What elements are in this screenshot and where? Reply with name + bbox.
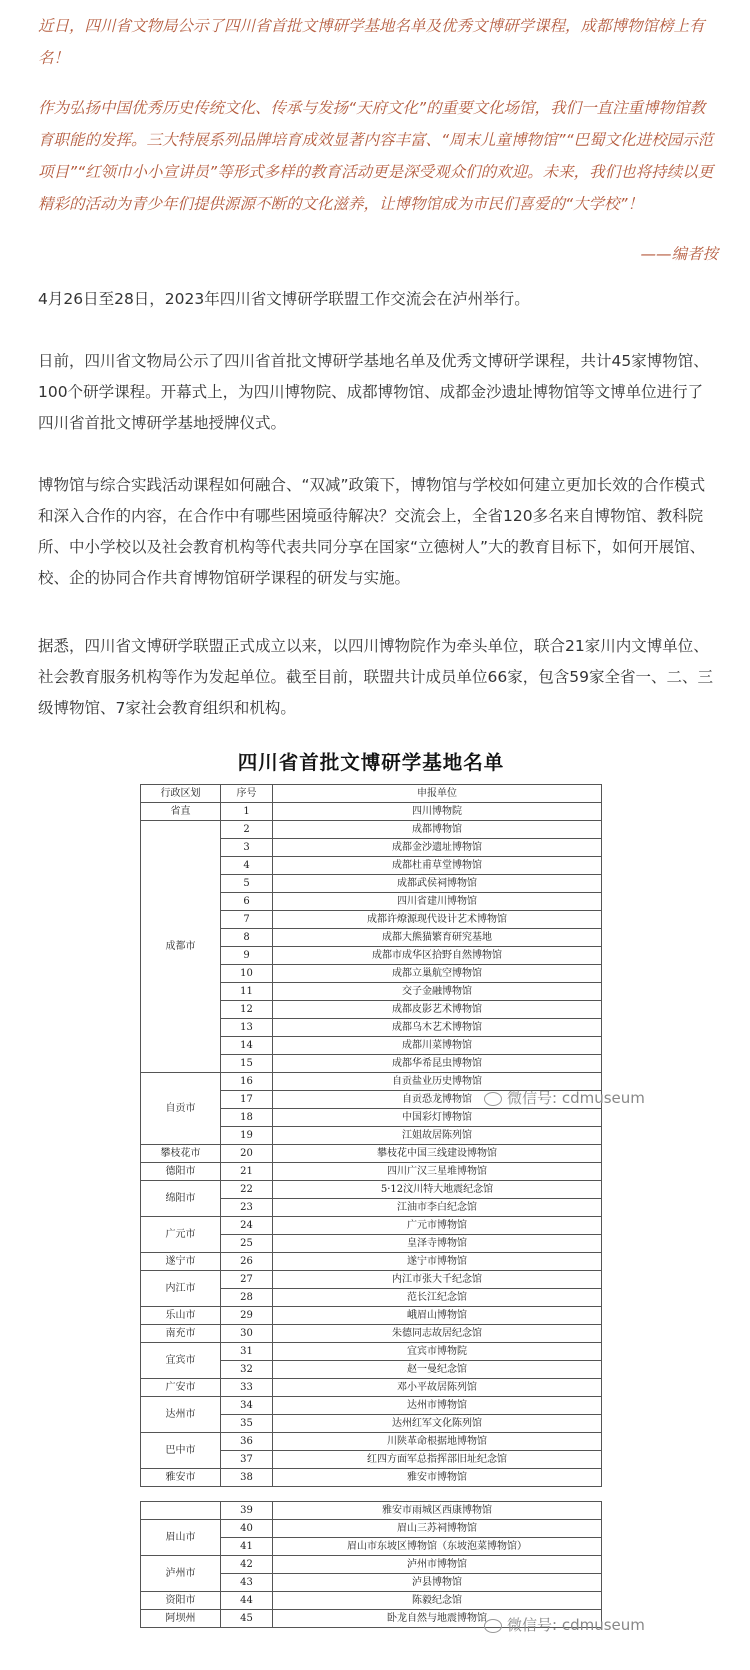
table-row bbox=[141, 1181, 602, 1199]
museum-list-table-1 bbox=[140, 784, 602, 1487]
number-cell: 28 bbox=[221, 1289, 273, 1307]
number-cell: 14 bbox=[221, 1037, 273, 1055]
unit-cell: 交子金融博物馆 bbox=[273, 983, 602, 1001]
region-cell: 阿坝州 bbox=[141, 1610, 221, 1628]
number-cell: 17 bbox=[221, 1091, 273, 1109]
watermark: 微信号: cdmuseum bbox=[484, 1087, 645, 1108]
table-row bbox=[141, 1325, 602, 1343]
table-title: 四川省首批文博研学基地名单 bbox=[237, 751, 505, 774]
editor-note-para-2: 作为弘扬中国优秀历史传统文化、传承与发扬“天府文化”的重要文化场馆，我们一直注重博物馆教育职能的发挥。三大特展系列品牌培育成效显著内容丰富、“周末儿童博物馆”“巴蜀文化进校园示范项目”“红领巾小小宣讲员”等形式多样的教育活动更是深受观众们的欢迎。未来，我们也将持续以更精彩的活动为青少年们提供源源不断的文化滋养，让博物馆成为市民们喜爱的“大学校”！ bbox=[38, 99, 714, 213]
number-cell: 39 bbox=[221, 1502, 273, 1520]
unit-cell: 自贡盐业历史博物馆 bbox=[273, 1073, 602, 1091]
unit-cell: 成都立巢航空博物馆 bbox=[273, 965, 602, 983]
number-cell: 23 bbox=[221, 1199, 273, 1217]
number-cell: 36 bbox=[221, 1433, 273, 1451]
table-row bbox=[141, 1217, 602, 1235]
number-cell: 27 bbox=[221, 1271, 273, 1289]
museum-list-table-2 bbox=[140, 1501, 602, 1628]
unit-cell: 雅安市雨城区西康博物馆 bbox=[273, 1502, 602, 1520]
number-cell: 6 bbox=[221, 893, 273, 911]
number-cell: 21 bbox=[221, 1163, 273, 1181]
unit-cell: 成都大熊猫繁育研究基地 bbox=[273, 929, 602, 947]
unit-cell: 5·12汶川特大地震纪念馆 bbox=[273, 1181, 602, 1199]
unit-cell: 内江市张大千纪念馆 bbox=[273, 1271, 602, 1289]
unit-cell: 广元市博物馆 bbox=[273, 1217, 602, 1235]
region-cell bbox=[141, 1502, 221, 1520]
unit-cell: 成都乌木艺术博物馆 bbox=[273, 1019, 602, 1037]
region-cell: 眉山市 bbox=[141, 1520, 221, 1556]
museum-list-image-1 bbox=[140, 748, 602, 1483]
unit-cell: 泸州市博物馆 bbox=[273, 1556, 602, 1574]
number-cell: 10 bbox=[221, 965, 273, 983]
table-row bbox=[141, 803, 602, 821]
table-row bbox=[141, 1592, 602, 1610]
number-cell: 30 bbox=[221, 1325, 273, 1343]
table-row bbox=[141, 1307, 602, 1325]
table-row bbox=[141, 1520, 602, 1538]
unit-cell: 达州市博物馆 bbox=[273, 1397, 602, 1415]
unit-cell: 红四方面军总指挥部旧址纪念馆 bbox=[273, 1451, 602, 1469]
region-cell: 遂宁市 bbox=[141, 1253, 221, 1271]
number-cell: 3 bbox=[221, 839, 273, 857]
unit-cell: 达州红军文化陈列馆 bbox=[273, 1415, 602, 1433]
unit-cell: 遂宁市博物馆 bbox=[273, 1253, 602, 1271]
region-cell: 绵阳市 bbox=[141, 1181, 221, 1217]
unit-cell: 峨眉山博物馆 bbox=[273, 1307, 602, 1325]
number-cell: 8 bbox=[221, 929, 273, 947]
table-row bbox=[141, 1556, 602, 1574]
region-cell: 巴中市 bbox=[141, 1433, 221, 1469]
region-cell: 宜宾市 bbox=[141, 1343, 221, 1379]
number-cell: 43 bbox=[221, 1574, 273, 1592]
number-cell: 19 bbox=[221, 1127, 273, 1145]
number-cell: 4 bbox=[221, 857, 273, 875]
unit-cell: 四川省建川博物馆 bbox=[273, 893, 602, 911]
number-cell: 24 bbox=[221, 1217, 273, 1235]
region-cell: 省直 bbox=[141, 803, 221, 821]
region-cell: 泸州市 bbox=[141, 1556, 221, 1592]
number-cell: 2 bbox=[221, 821, 273, 839]
unit-cell: 中国彩灯博物馆 bbox=[273, 1109, 602, 1127]
unit-cell: 自贡恐龙博物馆 bbox=[273, 1091, 602, 1109]
region-cell: 成都市 bbox=[141, 821, 221, 1073]
unit-cell: 川陕革命根据地博物馆 bbox=[273, 1433, 602, 1451]
unit-cell: 江油市李白纪念馆 bbox=[273, 1199, 602, 1217]
unit-cell: 成都杜甫草堂博物馆 bbox=[273, 857, 602, 875]
unit-cell: 宜宾市博物院 bbox=[273, 1343, 602, 1361]
unit-cell: 陈毅纪念馆 bbox=[273, 1592, 602, 1610]
number-cell: 29 bbox=[221, 1307, 273, 1325]
table-row bbox=[141, 1253, 602, 1271]
number-cell: 25 bbox=[221, 1235, 273, 1253]
unit-cell: 成都许燎源现代设计艺术博物馆 bbox=[273, 911, 602, 929]
number-cell: 12 bbox=[221, 1001, 273, 1019]
region-cell: 自贡市 bbox=[141, 1073, 221, 1145]
number-cell: 35 bbox=[221, 1415, 273, 1433]
header-unit: 申报单位 bbox=[273, 785, 602, 803]
table-row bbox=[141, 1379, 602, 1397]
number-cell: 38 bbox=[221, 1469, 273, 1487]
number-cell: 7 bbox=[221, 911, 273, 929]
region-cell: 广元市 bbox=[141, 1217, 221, 1253]
table-row bbox=[141, 1271, 602, 1289]
unit-cell: 成都皮影艺术博物馆 bbox=[273, 1001, 602, 1019]
editor-note bbox=[38, 10, 718, 270]
table-row bbox=[141, 1502, 602, 1520]
wechat-icon bbox=[484, 1092, 502, 1106]
region-cell: 广安市 bbox=[141, 1379, 221, 1397]
number-cell: 22 bbox=[221, 1181, 273, 1199]
number-cell: 33 bbox=[221, 1379, 273, 1397]
article-paragraph-1: 日前，四川省文物局公示了四川省首批文博研学基地名单及优秀文博研学课程，共计45家博物馆、100个研学课程。开幕式上，为四川博物院、成都博物馆、成都金沙遗址博物馆等文博单位进行了四川省首批文博研学基地授牌仪式。 bbox=[38, 352, 709, 432]
unit-cell: 眉山三苏祠博物馆 bbox=[273, 1520, 602, 1538]
number-cell: 1 bbox=[221, 803, 273, 821]
header-number: 序号 bbox=[221, 785, 273, 803]
unit-cell: 卧龙自然与地震博物馆 bbox=[273, 1610, 602, 1628]
header-region: 行政区划 bbox=[141, 785, 221, 803]
table-row bbox=[141, 821, 602, 839]
region-cell: 雅安市 bbox=[141, 1469, 221, 1487]
unit-cell: 四川博物院 bbox=[273, 803, 602, 821]
unit-cell: 皇泽寺博物馆 bbox=[273, 1235, 602, 1253]
unit-cell: 范长江纪念馆 bbox=[273, 1289, 602, 1307]
unit-cell: 朱德同志故居纪念馆 bbox=[273, 1325, 602, 1343]
unit-cell: 眉山市东坡区博物馆（东坡泡菜博物馆） bbox=[273, 1538, 602, 1556]
table-row bbox=[141, 1343, 602, 1361]
table-row bbox=[141, 1433, 602, 1451]
table-row bbox=[141, 1469, 602, 1487]
table-row bbox=[141, 1163, 602, 1181]
editor-note-para-1: 近日，四川省文物局公示了四川省首批文博研学基地名单及优秀文博研学课程，成都博物馆榜上有名！ bbox=[38, 17, 705, 67]
number-cell: 26 bbox=[221, 1253, 273, 1271]
number-cell: 15 bbox=[221, 1055, 273, 1073]
editor-signature: ——编者按 bbox=[640, 245, 718, 263]
number-cell: 32 bbox=[221, 1361, 273, 1379]
unit-cell: 四川广汉三星堆博物馆 bbox=[273, 1163, 602, 1181]
watermark: 微信号: cdmuseum bbox=[484, 1614, 645, 1635]
table-row bbox=[141, 1397, 602, 1415]
number-cell: 18 bbox=[221, 1109, 273, 1127]
wechat-icon bbox=[484, 1619, 502, 1633]
unit-cell: 攀枝花中国三线建设博物馆 bbox=[273, 1145, 602, 1163]
region-cell: 达州市 bbox=[141, 1397, 221, 1433]
number-cell: 40 bbox=[221, 1520, 273, 1538]
number-cell: 34 bbox=[221, 1397, 273, 1415]
number-cell: 41 bbox=[221, 1538, 273, 1556]
number-cell: 42 bbox=[221, 1556, 273, 1574]
unit-cell: 成都华希昆虫博物馆 bbox=[273, 1055, 602, 1073]
region-cell: 资阳市 bbox=[141, 1592, 221, 1610]
number-cell: 16 bbox=[221, 1073, 273, 1091]
number-cell: 20 bbox=[221, 1145, 273, 1163]
unit-cell: 成都市成华区拾野自然博物馆 bbox=[273, 947, 602, 965]
number-cell: 11 bbox=[221, 983, 273, 1001]
unit-cell: 成都金沙遗址博物馆 bbox=[273, 839, 602, 857]
region-cell: 内江市 bbox=[141, 1271, 221, 1307]
table-row bbox=[141, 1145, 602, 1163]
region-cell: 德阳市 bbox=[141, 1163, 221, 1181]
number-cell: 37 bbox=[221, 1451, 273, 1469]
number-cell: 44 bbox=[221, 1592, 273, 1610]
region-cell: 南充市 bbox=[141, 1325, 221, 1343]
unit-cell: 泸县博物馆 bbox=[273, 1574, 602, 1592]
unit-cell: 赵一曼纪念馆 bbox=[273, 1361, 602, 1379]
unit-cell: 成都川菜博物馆 bbox=[273, 1037, 602, 1055]
table-header-row bbox=[141, 785, 602, 803]
article-date-paragraph: 4月26日至28日，2023年四川省文博研学联盟工作交流会在泸州举行。 bbox=[38, 290, 530, 308]
article-paragraph-2: 博物馆与综合实践活动课程如何融合、“双减”政策下，博物馆与学校如何建立更加长效的合作模式和深入合作的内容，在合作中有哪些困境亟待解决？交流会上，全省120多名来自博物馆、教科院所、中小学校以及社会教育机构等代表共同分享在国家“立德树人”大的教育目标下，如何开展馆、校、企的协同合作共育博物馆研学课程的研发与实施。 bbox=[38, 476, 706, 587]
number-cell: 13 bbox=[221, 1019, 273, 1037]
number-cell: 31 bbox=[221, 1343, 273, 1361]
region-cell: 乐山市 bbox=[141, 1307, 221, 1325]
number-cell: 45 bbox=[221, 1610, 273, 1628]
unit-cell: 雅安市博物馆 bbox=[273, 1469, 602, 1487]
region-cell: 攀枝花市 bbox=[141, 1145, 221, 1163]
unit-cell: 邓小平故居陈列馆 bbox=[273, 1379, 602, 1397]
unit-cell: 江姐故居陈列馆 bbox=[273, 1127, 602, 1145]
number-cell: 9 bbox=[221, 947, 273, 965]
number-cell: 5 bbox=[221, 875, 273, 893]
unit-cell: 成都武侯祠博物馆 bbox=[273, 875, 602, 893]
article-paragraph-3: 据悉，四川省文博研学联盟正式成立以来，以四川博物院作为牵头单位，联合21家川内文博单位、社会教育服务机构等作为发起单位。截至目前，联盟共计成员单位66家，包含59家全省一、二、三级博物馆、7家社会教育组织和机构。 bbox=[38, 637, 713, 717]
unit-cell: 成都博物馆 bbox=[273, 821, 602, 839]
